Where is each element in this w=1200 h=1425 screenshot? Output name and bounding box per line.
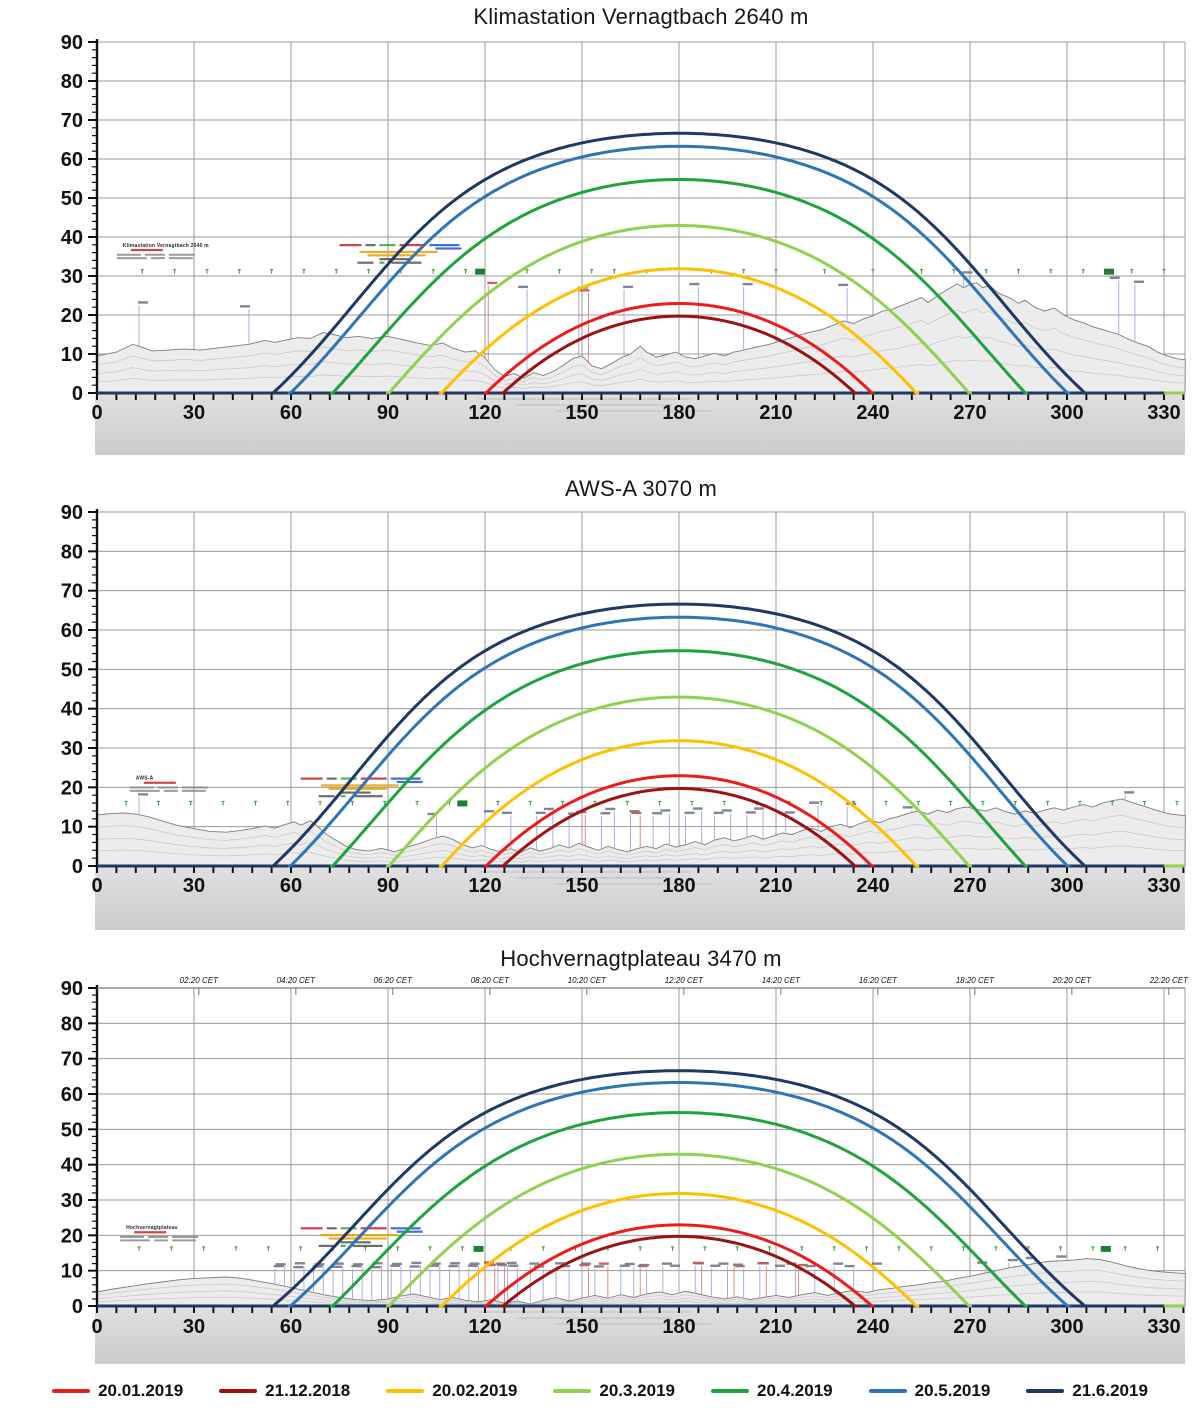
chart-title-klimastation: Klimastation Vernagtbach 2640 m (473, 4, 809, 29)
svg-text:40: 40 (60, 1154, 83, 1177)
svg-text:300: 300 (1050, 402, 1084, 424)
svg-text:14:20 CET: 14:20 CET (761, 976, 800, 985)
legend-swatch (711, 1389, 749, 1393)
svg-text:16:20 CET: 16:20 CET (858, 976, 897, 985)
svg-text:90: 90 (60, 978, 83, 1001)
svg-text:270: 270 (953, 1316, 987, 1338)
svg-text:20: 20 (60, 1225, 83, 1248)
svg-text:50: 50 (60, 188, 83, 210)
legend-swatch (869, 1389, 907, 1393)
legend-label: 20.01.2019 (98, 1381, 184, 1400)
svg-text:20: 20 (60, 305, 83, 327)
svg-text:60: 60 (279, 402, 303, 424)
svg-text:AWS-A: AWS-A (135, 775, 154, 782)
svg-text:120: 120 (468, 875, 502, 897)
svg-text:60: 60 (60, 149, 83, 171)
svg-text:0: 0 (71, 856, 83, 878)
svg-text:08:20 CET: 08:20 CET (470, 976, 509, 985)
legend-item (219, 1381, 350, 1401)
legend-label: 20.3.2019 (599, 1381, 675, 1400)
svg-text:30: 30 (60, 738, 83, 761)
svg-text:30: 30 (60, 266, 83, 288)
svg-text:120: 120 (468, 402, 502, 424)
legend-label: 20.4.2019 (757, 1381, 833, 1400)
svg-text:300: 300 (1050, 1316, 1084, 1338)
svg-text:10: 10 (60, 344, 83, 366)
legend-swatch (1026, 1389, 1064, 1393)
legend-label: 21.6.2019 (1072, 1381, 1148, 1400)
svg-text:70: 70 (60, 110, 83, 132)
svg-text:60: 60 (279, 1316, 303, 1338)
legend-swatch (553, 1389, 591, 1393)
svg-text:270: 270 (953, 402, 987, 424)
svg-text:60: 60 (60, 1084, 83, 1107)
svg-text:40: 40 (60, 698, 83, 721)
svg-text:0: 0 (91, 402, 103, 424)
svg-text:90: 90 (60, 32, 83, 54)
svg-text:50: 50 (60, 1119, 83, 1142)
svg-text:Hochvernagtplateau: Hochvernagtplateau (126, 1224, 178, 1231)
svg-text:10: 10 (60, 1260, 83, 1283)
date-legend (0, 1381, 1200, 1401)
chart-title-aws-a: AWS-A 3070 m (565, 476, 717, 501)
svg-text:60: 60 (60, 620, 83, 643)
svg-text:150: 150 (565, 875, 599, 897)
legend-item (869, 1381, 991, 1401)
svg-text:10:20 CET: 10:20 CET (567, 976, 606, 985)
svg-text:270: 270 (953, 875, 987, 897)
sun-path-chart-aws-a (0, 500, 1200, 935)
svg-text:210: 210 (759, 875, 793, 897)
legend-swatch (386, 1389, 424, 1393)
legend-item (52, 1381, 183, 1401)
svg-text:50: 50 (60, 659, 83, 682)
svg-text:180: 180 (662, 875, 696, 897)
legend-item (711, 1381, 833, 1401)
svg-text:22:20 CET: 22:20 CET (1149, 976, 1188, 985)
svg-text:330: 330 (1147, 402, 1181, 424)
svg-text:90: 90 (376, 875, 400, 897)
svg-text:0: 0 (71, 1296, 83, 1318)
svg-text:210: 210 (759, 1316, 793, 1338)
svg-text:300: 300 (1050, 875, 1084, 897)
svg-text:Klimastation Vernagtbach 2640: Klimastation Vernagtbach 2640 m (122, 242, 209, 249)
legend-label: 20.02.2019 (432, 1381, 518, 1400)
svg-text:330: 330 (1147, 875, 1181, 897)
svg-text:40: 40 (60, 227, 83, 249)
svg-text:150: 150 (565, 1316, 599, 1338)
legend-item (1026, 1381, 1148, 1401)
svg-text:210: 210 (759, 402, 793, 424)
svg-text:0: 0 (91, 1316, 103, 1338)
legend-label: 20.5.2019 (914, 1381, 991, 1400)
svg-text:80: 80 (60, 541, 83, 564)
svg-text:90: 90 (376, 1316, 400, 1338)
svg-text:330: 330 (1147, 1316, 1181, 1338)
svg-text:240: 240 (856, 1316, 890, 1338)
svg-text:90: 90 (60, 502, 83, 525)
svg-text:06:20 CET: 06:20 CET (373, 976, 412, 985)
svg-text:30: 30 (182, 1316, 206, 1338)
svg-text:02:20 CET: 02:20 CET (179, 976, 218, 985)
svg-text:20: 20 (60, 777, 83, 800)
legend-item (386, 1381, 517, 1401)
svg-text:80: 80 (60, 71, 83, 93)
svg-text:30: 30 (182, 875, 206, 897)
svg-text:10: 10 (60, 816, 83, 839)
legend-item (553, 1381, 675, 1401)
svg-text:0: 0 (91, 875, 103, 897)
svg-text:180: 180 (662, 402, 696, 424)
svg-text:30: 30 (182, 402, 206, 424)
svg-text:18:20 CET: 18:20 CET (955, 976, 994, 985)
sun-path-chart-klimastation (0, 30, 1200, 462)
legend-label: 21.12.2018 (265, 1381, 351, 1400)
svg-text:150: 150 (565, 402, 599, 424)
legend-swatch (52, 1389, 90, 1393)
svg-text:180: 180 (662, 1316, 696, 1338)
svg-text:70: 70 (60, 1048, 83, 1071)
legend-swatch (219, 1389, 257, 1393)
svg-text:30: 30 (60, 1190, 83, 1213)
svg-text:240: 240 (856, 875, 890, 897)
svg-text:04:20 CET: 04:20 CET (276, 976, 315, 985)
sun-path-chart-hochvernagtplateau (0, 968, 1200, 1372)
svg-text:12:20 CET: 12:20 CET (664, 976, 703, 985)
svg-text:20:20 CET: 20:20 CET (1052, 976, 1091, 985)
chart-title-hochvernagtplateau: Hochvernagtplateau 3470 m (500, 946, 782, 971)
svg-text:80: 80 (60, 1013, 83, 1036)
svg-text:240: 240 (856, 402, 890, 424)
svg-text:70: 70 (60, 580, 83, 603)
svg-text:0: 0 (71, 383, 83, 405)
svg-text:120: 120 (468, 1316, 502, 1338)
svg-text:60: 60 (279, 875, 303, 897)
svg-text:90: 90 (376, 402, 400, 424)
